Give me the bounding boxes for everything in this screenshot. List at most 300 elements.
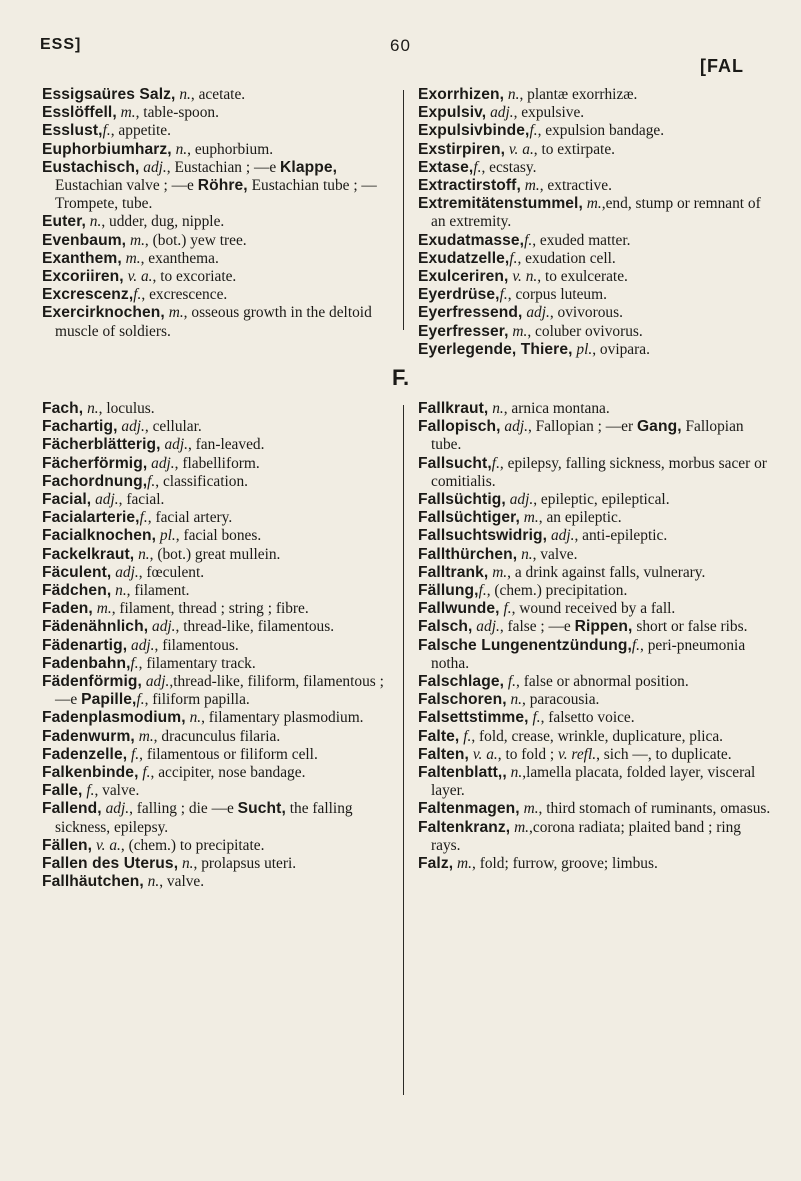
headword: Fallen des Uterus, (42, 855, 179, 873)
dictionary-entry (418, 564, 774, 582)
headword: Fallend, (42, 800, 102, 818)
definition-text: , euphorbium. (187, 140, 274, 158)
definition-text: , (bot.) great mullein. (149, 545, 281, 563)
definition-text: , false ; —e (499, 618, 575, 636)
definition-text: , exuded matter. (532, 231, 631, 249)
grammar-label: n. (138, 545, 150, 563)
definition-text: , facial artery. (147, 509, 233, 527)
headword: Facial, (42, 491, 92, 509)
dictionary-entry (418, 177, 774, 195)
grammar-label: f. (142, 764, 151, 782)
dictionary-entry (418, 268, 774, 286)
dictionary-entry (418, 618, 774, 636)
grammar-label: adj. (95, 491, 119, 509)
headword: Falltrank, (418, 563, 489, 581)
dictionary-entry (42, 764, 394, 782)
headword: Exorrhizen, (418, 86, 505, 103)
dictionary-entry (418, 509, 774, 527)
dictionary-entry (418, 159, 774, 177)
headword: Eyerdrüse, (418, 286, 500, 304)
definition-text: , to fold ; (497, 745, 559, 763)
headword: Klappe, (280, 158, 338, 176)
grammar-label: n. (181, 855, 194, 873)
definition-text: , third stomach of ruminants, omasus. (538, 800, 771, 818)
column-bottom-left (42, 400, 394, 891)
grammar-label: m. (586, 195, 602, 213)
headword: Exudatmasse, (418, 231, 525, 249)
section-letter: F. (391, 365, 410, 390)
headword: Falz, (418, 855, 454, 873)
headword: Falten, (418, 745, 469, 763)
grammar-label: pl. (576, 340, 593, 358)
definition-text: , expulsive. (513, 104, 585, 122)
headword: Eyerfresser, (418, 322, 509, 340)
grammar-label: m. (523, 509, 539, 527)
grammar-label: f. (86, 782, 95, 800)
definition-text: , peri-pneumonia notha. (431, 636, 746, 672)
dictionary-entry (42, 637, 394, 655)
definition-text: the falling sickness, epilepsy. (55, 800, 353, 836)
definition-text: , (chem.) to precipitate. (120, 836, 265, 854)
dictionary-entry (42, 400, 394, 418)
definition-text: , ovivorous. (549, 304, 623, 322)
headword: Papille, (81, 691, 137, 709)
page-number: 60 (390, 36, 411, 55)
headword: Falle, (42, 782, 83, 800)
headword: Exanthem, (42, 249, 122, 267)
definition-text: , (chem.) precipitation. (486, 582, 628, 600)
grammar-label: m. (523, 800, 539, 818)
dictionary-entry (42, 618, 394, 636)
dictionary-entry (42, 673, 394, 709)
definition-text: , fold, crease, wrinkle, duplicature, plica. (471, 727, 724, 745)
grammar-label: f. (503, 600, 512, 618)
grammar-label: m. (129, 231, 145, 249)
definition-text: , to excoriate. (152, 268, 237, 286)
dictionary-entry (42, 855, 394, 873)
grammar-label: m. (168, 304, 184, 322)
definition-text: , acetate. (190, 86, 246, 103)
headword: Eyerfressend, (418, 304, 523, 322)
dictionary-entry (418, 709, 774, 727)
headword: Extase, (418, 158, 474, 176)
headword: Faltenkranz, (418, 818, 511, 836)
headword: Fädenförmig, (42, 673, 142, 691)
dictionary-entry (42, 527, 394, 545)
dictionary-entry (42, 473, 394, 491)
grammar-label: f. (478, 582, 487, 600)
dictionary-entry (418, 855, 774, 873)
dictionary-entry (42, 86, 394, 104)
dictionary-entry (418, 418, 774, 454)
definition-text: , a drink against falls, vulnerary. (507, 563, 706, 581)
dictionary-entry (42, 655, 394, 673)
definition-text: , fœculent. (138, 563, 205, 581)
grammar-label: adj. (143, 158, 167, 176)
definition-text: , corpus luteum. (507, 286, 607, 304)
headword: Faltenmagen, (418, 800, 520, 818)
column-bottom-right (418, 400, 774, 873)
dictionary-entry (418, 122, 774, 140)
headword: Fadenplasmodium, (42, 709, 186, 727)
dictionary-entry (418, 800, 774, 818)
grammar-label: f. (102, 122, 111, 140)
dictionary-entry (42, 873, 394, 891)
dictionary-entry (42, 122, 394, 140)
grammar-label: adj. (115, 563, 139, 581)
headword: Fäculent, (42, 563, 112, 581)
definition-text: , filamentary plasmodium. (201, 709, 364, 727)
headword: Fadenbahn, (42, 654, 131, 672)
definition-text: , anti-epileptic. (574, 527, 668, 545)
dictionary-entry (418, 323, 774, 341)
dictionary-entry (42, 418, 394, 436)
headword: Exercirknochen, (42, 304, 165, 322)
definition-text: , excrescence. (141, 286, 228, 304)
grammar-label: adj. (121, 418, 145, 436)
grammar-label: adj. (509, 491, 534, 509)
headword: Fadenzelle, (42, 745, 128, 763)
headword: Expulsivbinde, (418, 122, 530, 140)
grammar-label: f. (507, 673, 517, 691)
grammar-label: m. (524, 177, 540, 195)
headword: Falschlage, (418, 673, 505, 691)
headword: Euter, (42, 213, 86, 231)
dictionary-entry (418, 341, 774, 359)
grammar-label: n. (189, 709, 202, 727)
headword: Falsch, (418, 618, 473, 636)
grammar-label: n. (175, 140, 188, 158)
grammar-label: v. n. (512, 268, 538, 286)
headword: Fallthürchen, (418, 545, 518, 563)
dictionary-entry (42, 250, 394, 268)
definition-text: , to extirpate. (533, 140, 615, 158)
dictionary-entry (42, 837, 394, 855)
definition-text: , valve. (159, 873, 205, 891)
headword: Falschoren, (418, 691, 507, 709)
grammar-label: adj. (490, 104, 514, 122)
grammar-label: f. (473, 158, 482, 176)
grammar-label: f. (130, 654, 139, 672)
grammar-label: m. (138, 727, 154, 745)
definition-text: , valve. (94, 782, 140, 800)
headword: Fallsuchtswidrig, (418, 527, 548, 545)
definition-text: , loculus. (98, 400, 155, 417)
dictionary-entry (418, 491, 774, 509)
headword: Extractirstoff, (418, 177, 521, 195)
definition-text: Eustachian tube ; — Trompete, tube. (55, 177, 377, 213)
grammar-label: n. (147, 873, 160, 891)
definition-text: , thread-like, filamentous. (175, 618, 335, 636)
definition-text: ,end, stump or remnant of an extremity. (431, 195, 761, 231)
definition-text: , osseous growth in the deltoid muscle of soldiers. (55, 304, 372, 340)
dictionary-entry (42, 546, 394, 564)
grammar-label: adj. (145, 673, 170, 691)
headword: Facialarterie, (42, 509, 140, 527)
headword: Eyerlegende, Thiere, (418, 340, 573, 358)
headword: Sucht, (237, 800, 286, 818)
definition-text: , expulsion bandage. (537, 122, 665, 140)
definition-text: , accipiter, nose bandage. (150, 764, 306, 782)
definition-text: , udder, dug, nipple. (101, 213, 225, 231)
dictionary-entry (42, 800, 394, 836)
headword: Expulsiv, (418, 104, 487, 122)
headword: Euphorbiumharz, (42, 140, 172, 158)
definition-text: , (bot.) yew tree. (144, 231, 247, 249)
grammar-label: m. (514, 818, 530, 836)
dictionary-entry (42, 564, 394, 582)
grammar-label: f. (529, 122, 538, 140)
headword: Fallhäutchen, (42, 873, 144, 891)
definition-text: , to exulcerate. (537, 268, 628, 286)
headword: Fachartig, (42, 418, 118, 436)
grammar-label: n. (179, 86, 191, 103)
grammar-label: v. refl. (558, 745, 597, 763)
headword: Falsettstimme, (418, 709, 529, 727)
dictionary-entry (42, 141, 394, 159)
headword: Esslust, (42, 122, 103, 140)
definition-text: , falsetto voice. (540, 709, 635, 727)
dictionary-entry (42, 709, 394, 727)
definition-text: , fold; furrow, groove; limbus. (472, 855, 658, 873)
grammar-label: adj. (526, 304, 550, 322)
dictionary-entry (418, 232, 774, 250)
headword: Fächerblätterig, (42, 436, 161, 454)
dictionary-entry (418, 104, 774, 122)
dictionary-entry (42, 600, 394, 618)
definition-text: ,corona radiata; plaited band ; ring rays. (431, 818, 741, 854)
running-head-left: ESS] (40, 36, 82, 53)
dictionary-entry (418, 764, 774, 800)
grammar-label: adj. (131, 636, 155, 654)
grammar-label: n. (115, 582, 127, 600)
grammar-label: adj. (504, 418, 528, 436)
headword: Exulceriren, (418, 268, 509, 286)
headword: Fackelkraut, (42, 545, 135, 563)
definition-text: , plantæ exorrhizæ. (519, 86, 638, 103)
dictionary-entry (418, 527, 774, 545)
definition-text: , facial bones. (175, 527, 262, 545)
definition-text: , falling ; die —e (129, 800, 238, 818)
grammar-label: v. a. (127, 268, 153, 286)
definition-text: , flabelliform. (174, 454, 260, 472)
definition-text: , prolapsus uteri. (193, 855, 297, 873)
dictionary-entry (42, 509, 394, 527)
headword: Fallsüchtiger, (418, 509, 520, 527)
headword: Fallkraut, (418, 400, 489, 417)
definition-text: , false or abnormal position. (516, 673, 689, 691)
headword: Fach, (42, 400, 84, 417)
headword: Fallsüchtig, (418, 491, 506, 509)
column-top-right (418, 86, 774, 359)
dictionary-entry (418, 455, 774, 491)
headword: Falte, (418, 727, 460, 745)
definition-text: short or false ribs. (632, 618, 748, 636)
definition-text: , filamentous or filiform cell. (139, 745, 318, 763)
definition-text: , filiform papilla. (144, 691, 250, 709)
dictionary-entry (418, 250, 774, 268)
headword: Fällen, (42, 836, 93, 854)
dictionary-entry (42, 286, 394, 304)
definition-text: , arnica montana. (503, 400, 610, 417)
headword: Fallsucht, (418, 454, 492, 472)
dictionary-entry (42, 159, 394, 214)
dictionary-entry (42, 213, 394, 231)
dictionary-entry (418, 141, 774, 159)
dictionary-entry (42, 268, 394, 286)
grammar-label: m. (96, 600, 112, 618)
grammar-label: v. a. (508, 140, 534, 158)
definition-text: , filament, thread ; string ; fibre. (111, 600, 309, 618)
running-head-right: [FAL (700, 56, 744, 76)
headword: Fädenartig, (42, 636, 128, 654)
dictionary-entry (418, 304, 774, 322)
column-divider-top (403, 90, 404, 330)
dictionary-entry (418, 286, 774, 304)
dictionary-entry (42, 491, 394, 509)
headword: Röhre, (197, 177, 248, 195)
definition-text: , ovipara. (592, 340, 650, 358)
grammar-label: n. (89, 213, 102, 231)
headword: Faden, (42, 600, 93, 618)
grammar-label: f. (499, 286, 508, 304)
definition-text: , facial. (118, 491, 165, 509)
grammar-label: adj. (550, 527, 575, 545)
grammar-label: pl. (159, 527, 176, 545)
dictionary-entry (418, 195, 774, 231)
dictionary-entry (418, 86, 774, 104)
grammar-label: f. (491, 454, 500, 472)
dictionary-entry (42, 746, 394, 764)
headword: Essigsaüres Salz, (42, 86, 176, 103)
dictionary-entry (42, 104, 394, 122)
definition-text: ,thread-like, filiform, filamentous ; —e (55, 673, 384, 709)
grammar-label: f. (131, 745, 140, 763)
headword: Falkenbinde, (42, 764, 139, 782)
dictionary-entry (42, 304, 394, 340)
headword: Excoriiren, (42, 268, 124, 286)
grammar-label: n. (87, 400, 99, 417)
dictionary-entry (418, 400, 774, 418)
definition-text: , table-spoon. (135, 104, 219, 122)
headword: Fädenähnlich, (42, 618, 149, 636)
headword: Exstirpiren, (418, 140, 505, 158)
grammar-label: m. (457, 855, 472, 873)
definition-text: , an epileptic. (538, 509, 622, 527)
dictionary-entry (42, 582, 394, 600)
definition-text: , ecstasy. (481, 158, 537, 176)
column-divider-bottom (403, 405, 404, 1095)
headword: Eustachisch, (42, 158, 140, 176)
grammar-label: n. (510, 691, 523, 709)
headword: Evenbaum, (42, 231, 127, 249)
definition-text: , valve. (532, 545, 578, 563)
dictionary-entry (42, 455, 394, 473)
headword: Exudatzelle, (418, 249, 510, 267)
definition-text: Eustachian valve ; —e (55, 177, 198, 195)
grammar-label: m. (120, 104, 136, 122)
grammar-label: v. a. (472, 745, 498, 763)
definition-text: , dracunculus filaria. (153, 727, 281, 745)
definition-text: , exanthema. (140, 249, 219, 267)
grammar-label: f. (524, 231, 533, 249)
dictionary-entry (42, 782, 394, 800)
grammar-label: f. (147, 472, 156, 490)
definition-text: , wound received by a fall. (511, 600, 676, 618)
grammar-label: v. a. (95, 836, 121, 854)
headword: Gang, (636, 418, 682, 436)
grammar-label: f. (139, 509, 148, 527)
grammar-label: adj. (152, 618, 176, 636)
dictionary-entry (418, 819, 774, 855)
definition-text: , filamentary track. (138, 654, 256, 672)
dictionary-entry (418, 582, 774, 600)
dictionary-entry (42, 232, 394, 250)
grammar-label: adj. (476, 618, 500, 636)
headword: Fallopisch, (418, 418, 501, 436)
definition-text: , filamentous. (154, 636, 239, 654)
grammar-label: f. (631, 636, 641, 654)
definition-text: , sich —, to duplicate. (596, 745, 732, 763)
grammar-label: n. (521, 545, 533, 563)
grammar-label: f. (509, 249, 518, 267)
definition-text: , extractive. (539, 177, 612, 195)
dictionary-entry (418, 728, 774, 746)
definition-text: , filament. (126, 582, 190, 600)
definition-text: , paracousia. (522, 691, 600, 709)
headword: Esslöffell, (42, 104, 117, 122)
definition-text: Fallopian tube. (431, 418, 744, 454)
dictionary-entry (418, 691, 774, 709)
dictionary-entry (42, 728, 394, 746)
grammar-label: n. (492, 400, 504, 417)
grammar-label: f. (463, 727, 472, 745)
definition-text: , exudation cell. (517, 249, 616, 267)
grammar-label: m. (512, 322, 528, 340)
dictionary-entry (418, 637, 774, 673)
definition-text: , Eustachian ; —e (166, 158, 281, 176)
dictionary-entry (418, 673, 774, 691)
headword: Fallwunde, (418, 600, 500, 618)
grammar-label: m. (125, 249, 141, 267)
definition-text: , Fallopian ; —er (527, 418, 637, 436)
headword: Rippen, (574, 618, 633, 636)
headword: Fällung, (418, 582, 479, 600)
dictionary-entry (42, 436, 394, 454)
definition-text: , appetite. (110, 122, 171, 140)
definition-text: , fan-leaved. (187, 436, 265, 454)
headword: Faltenblatt,, (418, 764, 507, 782)
headword: Excrescenz, (42, 286, 134, 304)
column-top-left (42, 86, 394, 341)
grammar-label: f. (133, 286, 142, 304)
definition-text: , classification. (155, 472, 249, 490)
headword: Falsche Lungenentzündung, (418, 636, 632, 654)
definition-text: , epilepsy, falling sickness, morbus sacer or comitialis. (431, 454, 767, 490)
definition-text: , epileptic, epileptical. (533, 491, 670, 509)
grammar-label: adj. (105, 800, 130, 818)
grammar-label: n. (510, 764, 523, 782)
dictionary-entry (418, 746, 774, 764)
definition-text: , cellular. (144, 418, 202, 436)
grammar-label: m. (492, 563, 508, 581)
headword: Fachordnung, (42, 472, 148, 490)
dictionary-entry (418, 600, 774, 618)
headword: Fädchen, (42, 582, 112, 600)
definition-text: ,lamella placata, folded layer, visceral layer. (431, 764, 756, 800)
dictionary-entry (418, 546, 774, 564)
headword: Fächerförmig, (42, 454, 148, 472)
